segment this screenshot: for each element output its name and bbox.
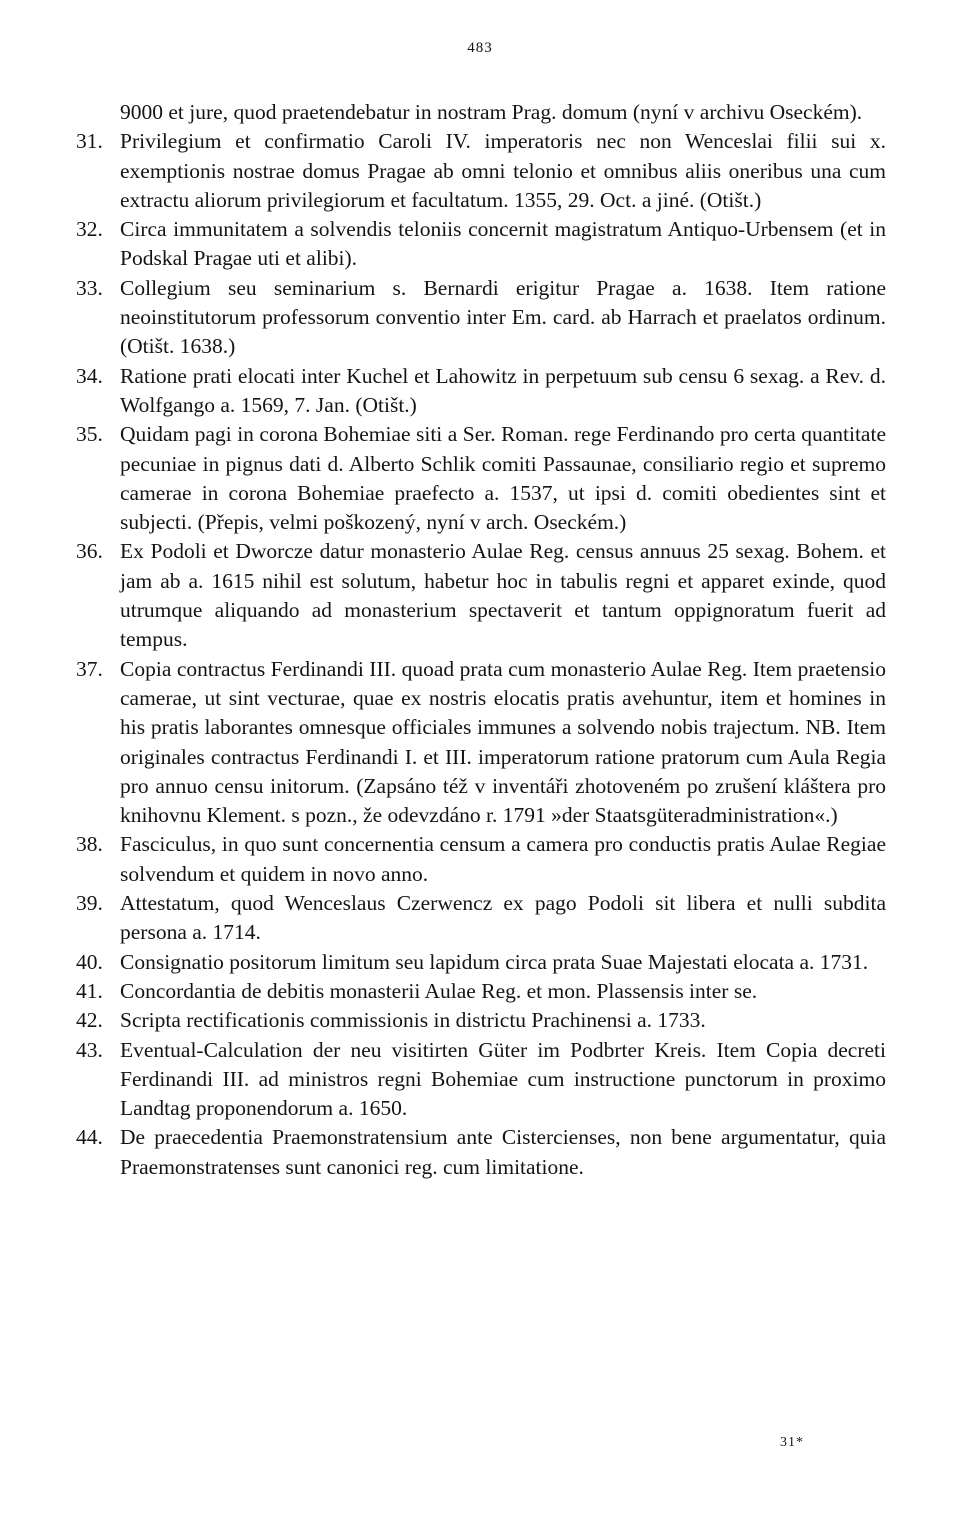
entry-text: Attestatum, quod Wenceslaus Czerwencz ex pago Podoli sit libera et nulli subdita persona a. 1714. — [120, 891, 886, 945]
entry-number: 39. — [76, 891, 103, 916]
list-item — [76, 830, 886, 889]
list-item — [76, 889, 886, 948]
entry-number: 40. — [76, 949, 103, 974]
entry-number: 32. — [76, 217, 103, 242]
entry-list — [76, 127, 886, 1182]
entry-number: 38. — [76, 832, 103, 857]
entry-text: Copia contractus Ferdinandi III. quoad prata cum monasterio Aulae Reg. Item praetensio camerae, ut sint vecturae, quae ex nostris elocatis pratis avehuntur, item et homines in his pratis laborantes omnesque officiales immunes a solvendo nobis trajectum. NB. Item originales contractus Ferdinandi I. et III. imperatorum ratione pratorum cum Aula Regia pro annuo censu initorum. (Zapsáno též v inventáři zhotoveném po zrušení kláštera pro knihovnu Klement. s pozn., že odevzdáno r. 1791 »der Staatsgüteradministration«.) — [120, 656, 886, 828]
entry-text: Ratione prati elocati inter Kuchel et Lahowitz in perpetuum sub censu 6 sexag. a Rev. d. Wolfgango a. 1569, 7. Jan. (Otišt.) — [120, 363, 886, 417]
list-item — [76, 948, 886, 977]
list-item — [76, 1123, 886, 1182]
entry-number: 44. — [76, 1125, 103, 1150]
entry-number: 36. — [76, 539, 103, 564]
entry-number: 42. — [76, 1008, 103, 1033]
entry-text: De praecedentia Praemonstratensium ante Cistercienses, non bene argumentatur, quia Praemonstratenses sunt canonici reg. cum limitatione. — [120, 1125, 886, 1179]
entry-number: 41. — [76, 978, 103, 1003]
entry-number: 37. — [76, 656, 103, 681]
continuation-paragraph: 9000 et jure, quod praetendebatur in nostram Prag. domum (nyní v archivu Oseckém). — [120, 100, 863, 124]
list-item — [76, 655, 886, 831]
list-item — [76, 1036, 886, 1124]
entry-text: Fasciculus, in quo sunt concernentia censum a camera pro conductis pratis Aulae Regiae solvendum et quidem in novo anno. — [120, 832, 886, 886]
list-item — [76, 127, 886, 215]
entry-text: Concordantia de debitis monasterii Aulae Reg. et mon. Plassensis inter se. — [120, 978, 758, 1003]
entry-text: Consignatio positorum limitum seu lapidum circa prata Suae Majestati elocata a. 1731. — [120, 949, 869, 974]
document-body — [76, 98, 886, 1182]
entry-number: 31. — [76, 129, 103, 154]
list-item — [76, 1006, 886, 1035]
list-item — [76, 362, 886, 421]
entry-text: Collegium seu seminarium s. Bernardi erigitur Pragae a. 1638. Item ratione neoinstitutorum professorum conventio inter Em. card. ab Harrach et praelatos ordinum. (Otišt. 1638.) — [120, 275, 886, 359]
list-item — [76, 537, 886, 654]
entry-number: 34. — [76, 363, 103, 388]
entry-text: Eventual-Calculation der neu visitirten Güter im Podbrter Kreis. Item Copia decreti Ferdinandi III. ad ministros regni Bohemiae cum instructione punctorum in proximo Landtag proponendorum a. 1650. — [120, 1037, 886, 1121]
entry-text: Privilegium et confirmatio Caroli IV. imperatoris nec non Wenceslai filii sui x. exemptionis nostrae domus Pragae ab omni telonio et omnibus aliis oneribus una cum extractu aliorum privilegiorum et facultatum. 1355, 29. Oct. a jiné. (Otišt.) — [120, 129, 886, 212]
list-item — [76, 215, 886, 274]
list-item — [76, 274, 886, 362]
entry-number: 35. — [76, 422, 103, 447]
entry-text: Scripta rectificationis commissionis in districtu Prachinensi a. 1733. — [120, 1008, 706, 1033]
signature-mark: 31* — [780, 1435, 804, 1450]
list-item — [76, 420, 886, 537]
page-number: 483 — [467, 40, 493, 56]
entry-text: Quidam pagi in corona Bohemiae siti a Ser. Roman. rege Ferdinando pro certa quantitate pecuniae in pignus dati d. Alberto Schlik comiti Passaunae, consiliario regio et supremo camerae in corona Bohemiae praefecto a. 1537, ut ipsi d. comiti obedientes sint et subjecti. (Přepis, velmi poškozený, nyní v arch. Oseckém.) — [120, 422, 886, 535]
entry-number: 43. — [76, 1037, 103, 1062]
entry-number: 33. — [76, 275, 103, 300]
entry-text: Circa immunitatem a solvendis teloniis concernit magistratum Antiquo-Urbensem (et in Podskal Pragae uti et alibi). — [120, 217, 886, 271]
entry-text: Ex Podoli et Dworcze datur monasterio Aulae Reg. census annuus 25 sexag. Bohem. et jam ab a. 1615 nihil est solutum, habetur hoc in tabulis regni et apparet exinde, quod utrumque aliquando ad monasterium spectaverit et tantum oppignoratum fuerit ad tempus. — [120, 539, 886, 652]
list-item — [76, 977, 886, 1006]
